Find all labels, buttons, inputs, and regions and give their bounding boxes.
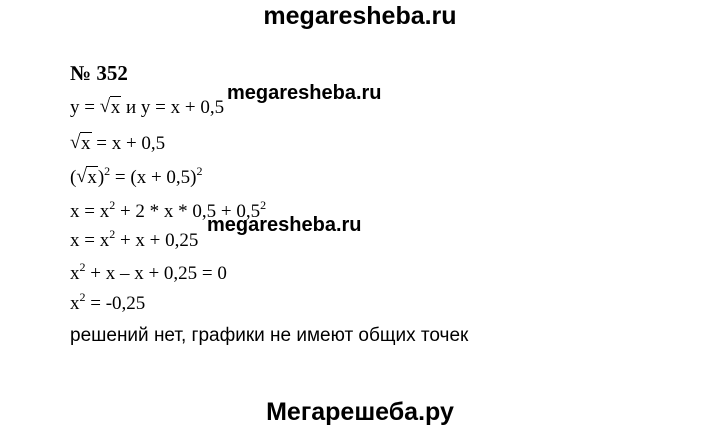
watermark-inline-2: megaresheba.ru [207, 214, 362, 236]
exponent: 2 [260, 198, 267, 212]
sqrt-expression: √ x [70, 132, 91, 154]
problem-number: № 352 [70, 61, 128, 85]
sqrt-expression: √ x [99, 96, 121, 118]
equation-text: = x + 0,5 [91, 133, 166, 154]
equation-text: + 2 * x * 0,5 + 0,5 [115, 201, 261, 222]
sqrt-argument: x [110, 97, 121, 118]
open-paren: ( [70, 167, 77, 188]
equation-text: x [70, 293, 80, 314]
exponent: 2 [109, 198, 116, 212]
sqrt-argument: x [87, 167, 97, 188]
equation-text: = -0,25 [85, 293, 146, 314]
watermark-bottom: Мегарешеба.ру [266, 398, 454, 426]
equation-text: + x + 0,25 [115, 230, 199, 251]
sqrt-argument: x [81, 133, 91, 154]
equation-text: x = x [70, 201, 110, 222]
exponent: 2 [104, 164, 111, 178]
equation-line-3 [70, 164, 203, 188]
exponent: 2 [79, 260, 86, 274]
close-paren: ) [97, 167, 105, 188]
exponent: 2 [79, 290, 86, 304]
exponent: 2 [109, 227, 116, 241]
equation-text: x = x [70, 230, 110, 251]
equation-line-6 [70, 260, 227, 284]
answer-text: решений нет, графики не имеют общих точек [70, 325, 469, 346]
watermark-top: megaresheba.ru [263, 2, 457, 30]
equation-line-1 [70, 98, 224, 117]
equation-text: = (x + 0,5) [110, 167, 197, 188]
equation-text: + x – x + 0,25 = 0 [85, 263, 227, 284]
equation-text: x [70, 263, 80, 284]
equation-line-7 [70, 290, 146, 314]
watermark-inline-1: megaresheba.ru [227, 82, 382, 104]
exponent: 2 [196, 164, 203, 178]
equation-line-5 [70, 227, 199, 251]
equation-text: y = [70, 97, 100, 118]
sqrt-expression: √ x [76, 166, 97, 188]
equation-line-2 [70, 134, 165, 153]
equation-text: и y = x + 0,5 [121, 97, 225, 118]
